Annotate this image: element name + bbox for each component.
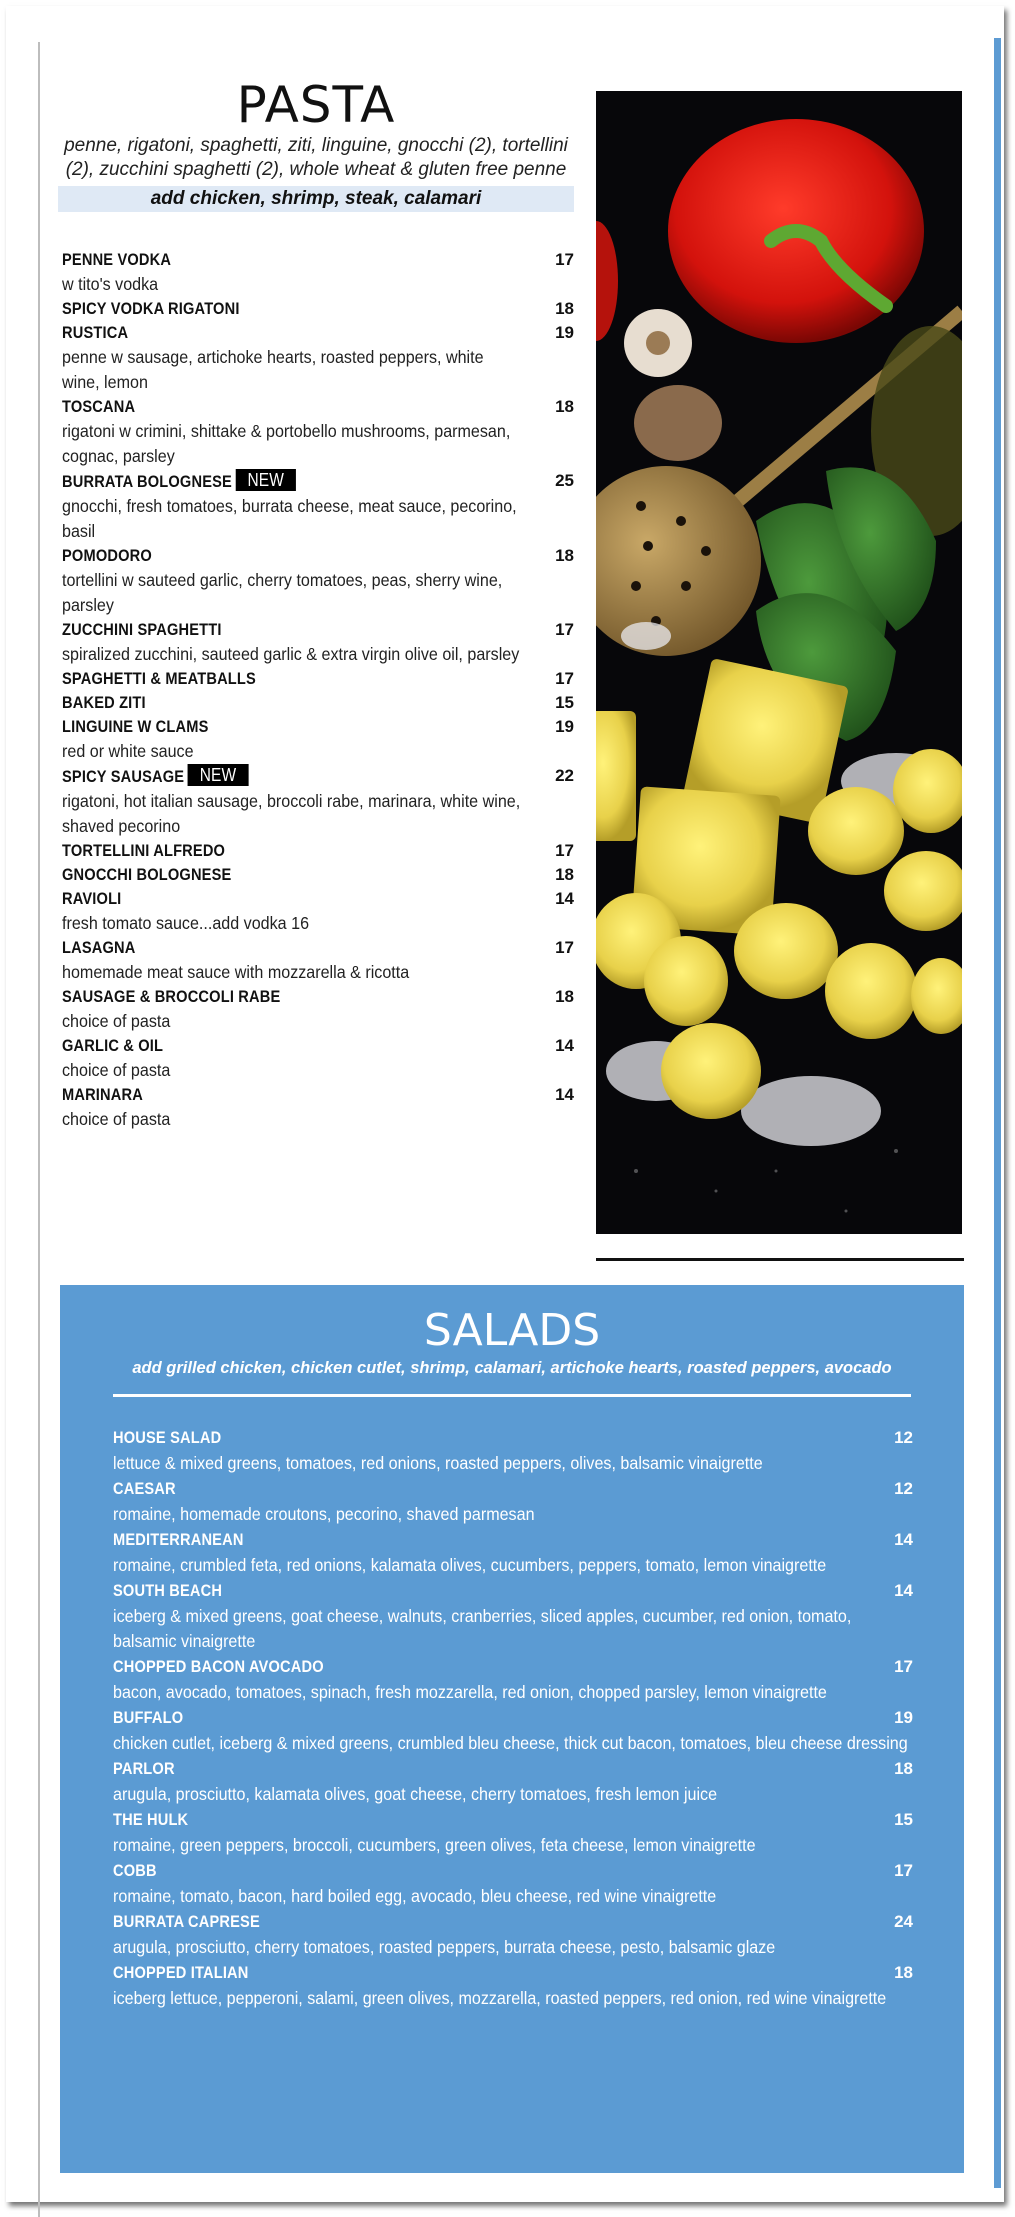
- section-divider: [596, 1258, 964, 1261]
- menu-item: [113, 1858, 913, 1909]
- menu-item-name: [113, 1807, 188, 1833]
- menu-item: [62, 887, 574, 936]
- menu-item-name-text: BUFFALO: [113, 1708, 184, 1727]
- menu-item-price: 18: [894, 1963, 913, 1982]
- menu-item: [113, 1578, 913, 1654]
- menu-item-name-text: MEDITERRANEAN: [113, 1530, 244, 1549]
- menu-item: [62, 618, 574, 667]
- menu-item-description: choice of pasta: [62, 1011, 171, 1031]
- menu-item-name-text: BURRATA CAPRESE: [113, 1912, 260, 1931]
- menu-item: [113, 1909, 913, 1960]
- menu-item: [62, 297, 574, 321]
- menu-item-description: choice of pasta: [62, 1109, 171, 1129]
- menu-item-name: [62, 544, 152, 568]
- menu-item: [62, 839, 574, 863]
- menu-item: [62, 544, 574, 618]
- menu-item-price: 14: [894, 1530, 913, 1549]
- food-photo-illustration: [596, 91, 962, 1234]
- menu-item: [62, 395, 574, 469]
- menu-item-description: choice of pasta: [62, 1060, 171, 1080]
- menu-item-description: lettuce & mixed greens, tomatoes, red onions, roasted peppers, olives, balsamic vinaigrette: [113, 1453, 763, 1473]
- menu-item-price: 12: [894, 1428, 913, 1447]
- menu-item-description: chicken cutlet, iceberg & mixed greens, crumbled bleu cheese, thick cut bacon, tomatoes, bleu cheese dressing: [113, 1733, 908, 1753]
- menu-item-price: 19: [894, 1708, 913, 1727]
- menu-item-name: [113, 1756, 175, 1782]
- menu-item-name-text: MARINARA: [62, 1085, 143, 1104]
- food-photo: [596, 91, 962, 1234]
- menu-item-name-text: BURRATA BOLOGNESE: [62, 472, 232, 491]
- menu-item-name-text: RAVIOLI: [62, 889, 122, 908]
- menu-item-name-text: THE HULK: [113, 1810, 189, 1829]
- menu-item-name: [62, 321, 128, 345]
- menu-item-name: [62, 863, 231, 887]
- menu-item-description: rigatoni w crimini, shittake & portobello mushrooms, parmesan, cognac, parsley: [62, 421, 511, 466]
- menu-item-name-text: SPAGHETTI & MEATBALLS: [62, 669, 256, 688]
- menu-item-price: 17: [555, 938, 574, 957]
- menu-item-name: [113, 1909, 260, 1935]
- menu-item-name: [62, 715, 209, 739]
- menu-item-price: 17: [894, 1657, 913, 1676]
- menu-item-description: red or white sauce: [62, 741, 194, 761]
- menu-item-price: 18: [555, 397, 574, 416]
- menu-item-name: [62, 936, 136, 960]
- menu-item-name-text: HOUSE SALAD: [113, 1428, 222, 1447]
- menu-item-name: [113, 1705, 183, 1731]
- menu-item-price: 19: [555, 323, 574, 342]
- menu-item-name-text: PARLOR: [113, 1759, 175, 1778]
- menu-item-name-text: RUSTICA: [62, 323, 129, 342]
- menu-item: [113, 1654, 913, 1705]
- menu-item: [113, 1756, 913, 1807]
- menu-item-price: 17: [555, 620, 574, 639]
- menu-item-name-text: TOSCANA: [62, 397, 136, 416]
- menu-item-name-text: SAUSAGE & BROCCOLI RABE: [62, 987, 281, 1006]
- menu-item-description: arugula, prosciutto, cherry tomatoes, roasted peppers, burrata cheese, pesto, balsamic glaze: [113, 1937, 776, 1957]
- menu-item-name: [62, 248, 171, 272]
- menu-item-name-text: SOUTH BEACH: [113, 1581, 223, 1600]
- menu-item: [62, 863, 574, 887]
- menu-item-name: [62, 1083, 143, 1107]
- menu-item-name-text: CHOPPED BACON AVOCADO: [113, 1657, 324, 1676]
- menu-item-name-text: SPICY SAUSAGE: [62, 767, 185, 786]
- menu-item-name: [113, 1960, 249, 1986]
- menu-item-name: [62, 691, 146, 715]
- menu-item-name: [62, 618, 222, 642]
- menu-item-price: 17: [555, 250, 574, 269]
- menu-item-name: [62, 1034, 163, 1058]
- pasta-add-ons: add chicken, shrimp, steak, calamari: [58, 186, 574, 212]
- menu-item: [62, 1034, 574, 1083]
- menu-item-name: [113, 1858, 157, 1884]
- menu-item-price: 17: [894, 1861, 913, 1880]
- menu-item: [62, 248, 574, 297]
- menu-item-name-text: CHOPPED ITALIAN: [113, 1963, 249, 1982]
- menu-item-name-text: POMODORO: [62, 546, 152, 565]
- menu-item-price: 15: [555, 693, 574, 712]
- menu-item: [62, 715, 574, 764]
- menu-item-name: [62, 887, 121, 911]
- menu-item-description: arugula, prosciutto, kalamata olives, goat cheese, cherry tomatoes, fresh lemon juice: [113, 1784, 718, 1804]
- menu-item-price: 12: [894, 1479, 913, 1498]
- menu-item-name: [62, 667, 256, 691]
- menu-item-name-text: TORTELLINI ALFREDO: [62, 841, 226, 860]
- menu-item: [62, 985, 574, 1034]
- pasta-header: [58, 78, 574, 212]
- menu-item-description: iceberg & mixed greens, goat cheese, walnuts, cranberries, sliced apples, cucumber, red onion, tomato, balsamic vinaigrette: [113, 1606, 852, 1651]
- menu-item: [113, 1705, 913, 1756]
- menu-item-description: bacon, avocado, tomatoes, spinach, fresh mozzarella, red onion, chopped parsley, lemon vinaigrette: [113, 1682, 827, 1702]
- new-badge: NEW: [235, 469, 296, 491]
- menu-item-description: iceberg lettuce, pepperoni, salami, green olives, mozzarella, roasted peppers, red onion, red wine vinaigrette: [113, 1988, 887, 2008]
- menu-item-description: romaine, tomato, bacon, hard boiled egg, avocado, bleu cheese, red wine vinaigrette: [113, 1886, 717, 1906]
- salads-list: [113, 1425, 913, 2011]
- menu-item-description: w tito's vodka: [62, 274, 159, 294]
- pasta-title: PASTA: [236, 76, 396, 134]
- menu-item-description: rigatoni, hot italian sausage, broccoli rabe, marinara, white wine, shaved pecorino: [62, 791, 521, 836]
- next-page-edge: [994, 38, 1001, 2188]
- menu-item-price: 24: [894, 1912, 913, 1931]
- salads-section: [60, 1285, 964, 2173]
- menu-item-price: 17: [555, 669, 574, 688]
- pasta-subtitle: penne, rigatoni, spaghetti, ziti, linguine, gnocchi (2), tortellini (2), zucchini spaghetti (2), whole wheat & gluten free penne: [64, 135, 568, 180]
- menu-item-name-text: COBB: [113, 1861, 157, 1880]
- menu-item: [62, 764, 574, 839]
- menu-item-name-text: SPICY VODKA RIGATONI: [62, 299, 240, 318]
- menu-item-description: romaine, green peppers, broccoli, cucumbers, green olives, feta cheese, lemon vinaigrette: [113, 1835, 756, 1855]
- menu-item-name: [62, 469, 296, 494]
- menu-item: [62, 469, 574, 544]
- menu-item-description: fresh tomato sauce...add vodka 16: [62, 913, 310, 933]
- menu-item-name: [62, 395, 135, 419]
- menu-item-name-text: LINGUINE W CLAMS: [62, 717, 209, 736]
- pasta-list: [62, 248, 574, 1132]
- menu-item: [62, 321, 574, 395]
- menu-item-description: romaine, crumbled feta, red onions, kalamata olives, cucumbers, peppers, tomato, lemon vinaigrette: [113, 1555, 827, 1575]
- menu-item-price: 18: [555, 865, 574, 884]
- menu-item-description: gnocchi, fresh tomatoes, burrata cheese, meat sauce, pecorino, basil: [62, 496, 517, 541]
- new-badge: NEW: [188, 764, 249, 786]
- menu-item-description: spiralized zucchini, sauteed garlic & extra virgin olive oil, parsley: [62, 644, 520, 664]
- salads-divider: [113, 1394, 911, 1397]
- menu-item-price: 18: [555, 299, 574, 318]
- menu-item-name: [113, 1425, 221, 1451]
- menu-item-price: 22: [555, 766, 574, 785]
- menu-item-name-text: GARLIC & OIL: [62, 1036, 164, 1055]
- menu-item: [113, 1960, 913, 2011]
- menu-item-price: 17: [555, 841, 574, 860]
- menu-item-price: 14: [555, 1036, 574, 1055]
- menu-item: [113, 1527, 913, 1578]
- menu-item-name-text: PENNE VODKA: [62, 250, 172, 269]
- menu-item-name: [62, 985, 280, 1009]
- menu-item: [62, 667, 574, 691]
- menu-item: [62, 936, 574, 985]
- menu-item: [62, 691, 574, 715]
- menu-item: [113, 1476, 913, 1527]
- menu-item-description: homemade meat sauce with mozzarella & ricotta: [62, 962, 410, 982]
- menu-item-name-text: CAESAR: [113, 1479, 176, 1498]
- menu-item-price: 14: [894, 1581, 913, 1600]
- menu-item: [62, 1083, 574, 1132]
- menu-item-name: [113, 1527, 244, 1553]
- menu-item: [113, 1425, 913, 1476]
- menu-item-name-text: BAKED ZITI: [62, 693, 146, 712]
- menu-item-name: [113, 1476, 176, 1502]
- menu-item-name-text: ZUCCHINI SPAGHETTI: [62, 620, 222, 639]
- menu-item-name-text: LASAGNA: [62, 938, 136, 957]
- menu-item-price: 25: [555, 471, 574, 490]
- menu-item-price: 19: [555, 717, 574, 736]
- page-fold-line: [38, 42, 40, 2217]
- menu-item-price: 14: [555, 1085, 574, 1104]
- menu-item-name-text: GNOCCHI BOLOGNESE: [62, 865, 232, 884]
- menu-item-price: 18: [555, 546, 574, 565]
- menu-item-description: romaine, homemade croutons, pecorino, shaved parmesan: [113, 1504, 535, 1524]
- menu-item-name: [62, 297, 240, 321]
- menu-item-price: 18: [894, 1759, 913, 1778]
- salads-title: SALADS: [423, 1305, 601, 1356]
- menu-item-price: 14: [555, 889, 574, 908]
- menu-item-name: [62, 839, 225, 863]
- menu-item-name: [62, 764, 248, 789]
- menu-item-description: tortellini w sauteed garlic, cherry tomatoes, peas, sherry wine, parsley: [62, 570, 503, 615]
- salads-add-ons: add grilled chicken, chicken cutlet, shrimp, calamari, artichoke hearts, roasted peppers, avocado: [132, 1359, 892, 1377]
- menu-item-description: penne w sausage, artichoke hearts, roasted peppers, white wine, lemon: [62, 347, 484, 392]
- menu-item-price: 15: [894, 1810, 913, 1829]
- menu-item-price: 18: [555, 987, 574, 1006]
- menu-item-name: [113, 1578, 222, 1604]
- menu-item: [113, 1807, 913, 1858]
- menu-item-name: [113, 1654, 324, 1680]
